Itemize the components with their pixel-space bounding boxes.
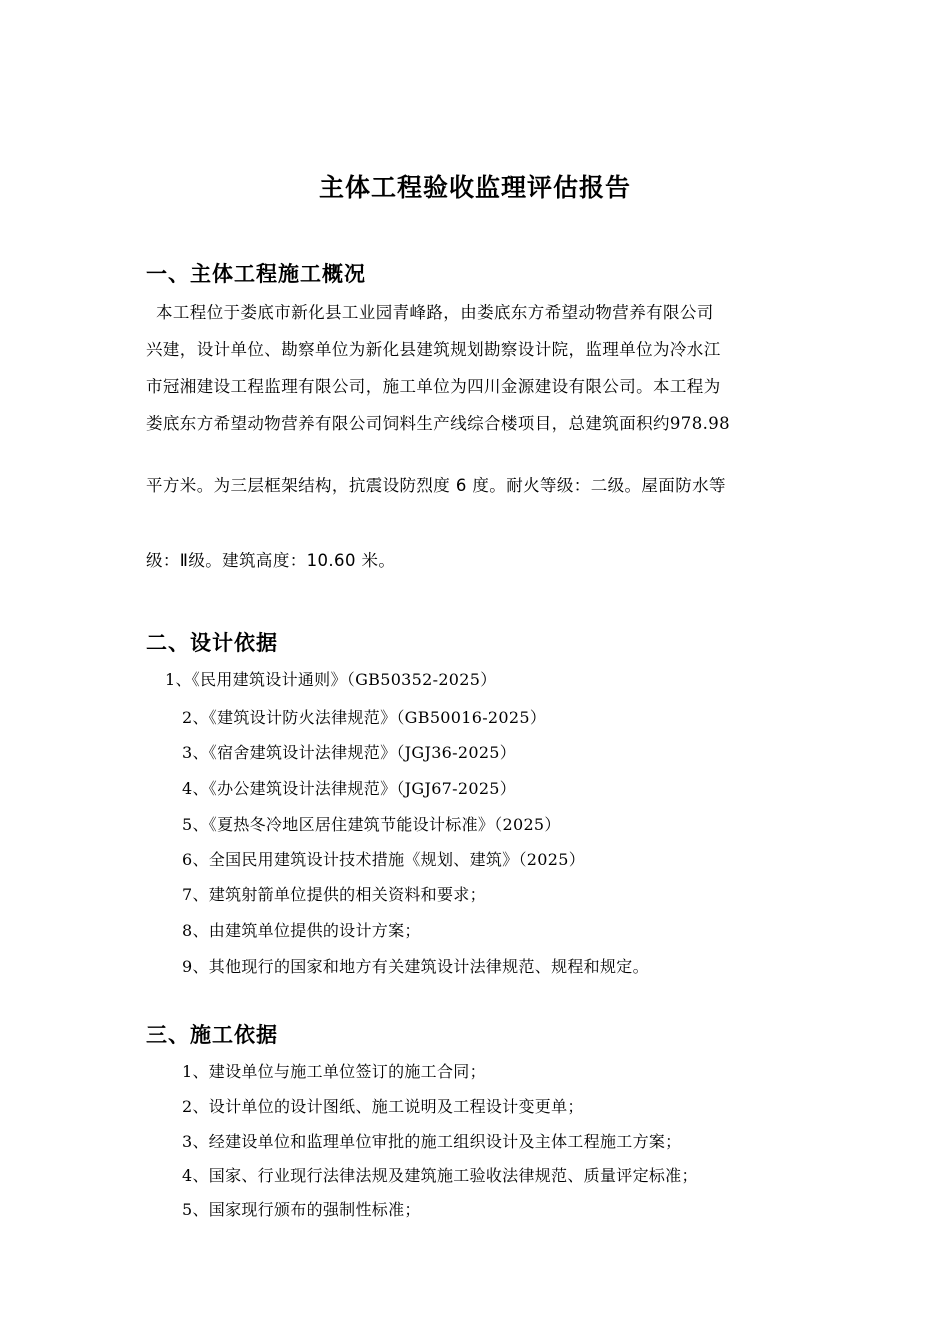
section-1-line-4: 娄底东方希望动物营养有限公司饲料生产线综合楼项目，总建筑面积约978.98 bbox=[146, 414, 731, 433]
construction-basis-item: 5、国家现行颁布的强制性标准； bbox=[182, 1200, 421, 1219]
section-1-line-5-part-a: 平方米。为三层框架结构， bbox=[146, 476, 349, 495]
section-1-line-2: 兴建，设计单位、勘察单位为新化县建筑规划勘察设计院，监理单位为冷水江 bbox=[146, 340, 721, 359]
design-basis-item: 4、《办公建筑设计法律规范》（JGJ67-2025） bbox=[182, 779, 517, 798]
construction-basis-item: 1、建设单位与施工单位签订的施工合同； bbox=[182, 1062, 486, 1081]
construction-basis-item: 4、国家、行业现行法律法规及建筑施工验收法律规范、质量评定标准； bbox=[182, 1166, 698, 1185]
design-basis-item: 7、建筑射箭单位提供的相关资料和要求； bbox=[182, 885, 486, 904]
section-3-heading: 三、施工依据 bbox=[146, 1023, 278, 1047]
section-1-line-5-part-b: 抗震设防烈度 6 度。耐火等级：二级。屋面防水等 bbox=[348, 476, 726, 495]
section-1-line-6-text: 级：Ⅱ级。建筑高度：10.60 米。 bbox=[146, 551, 396, 570]
design-basis-item: 5、《夏热冬冷地区居住建筑节能设计标准》（2025） bbox=[182, 815, 561, 834]
section-1-line-3: 市冠湘建设工程监理有限公司，施工单位为四川金源建设有限公司。本工程为 bbox=[146, 377, 721, 396]
design-basis-item: 2、《建筑设计防火法律规范》（GB50016-2025） bbox=[182, 708, 547, 727]
design-basis-item: 1、《民用建筑设计通则》（GB50352-2025） bbox=[165, 670, 497, 689]
construction-basis-item: 2、设计单位的设计图纸、施工说明及工程设计变更单； bbox=[182, 1097, 584, 1116]
construction-basis-item: 3、经建设单位和监理单位审批的施工组织设计及主体工程施工方案； bbox=[182, 1132, 682, 1151]
document-title: 主体工程验收监理评估报告 bbox=[318, 173, 631, 202]
design-basis-item: 6、全国民用建筑设计技术措施《规划、建筑》（2025） bbox=[182, 850, 585, 869]
section-1-heading: 一、主体工程施工概况 bbox=[146, 262, 366, 286]
section-1-line-6 bbox=[146, 547, 806, 571]
design-basis-item: 8、由建筑单位提供的设计方案； bbox=[182, 921, 421, 940]
design-basis-item: 9、其他现行的国家和地方有关建筑设计法律规范、规程和规定。 bbox=[182, 957, 649, 976]
section-2-heading: 二、设计依据 bbox=[146, 631, 278, 655]
section-1-line-5 bbox=[146, 472, 806, 496]
section-1-line-1: 本工程位于娄底市新化县工业园青峰路，由娄底东方希望动物营养有限公司 bbox=[156, 303, 714, 322]
design-basis-item: 3、《宿舍建筑设计法律规范》（JGJ36-2025） bbox=[182, 743, 517, 762]
